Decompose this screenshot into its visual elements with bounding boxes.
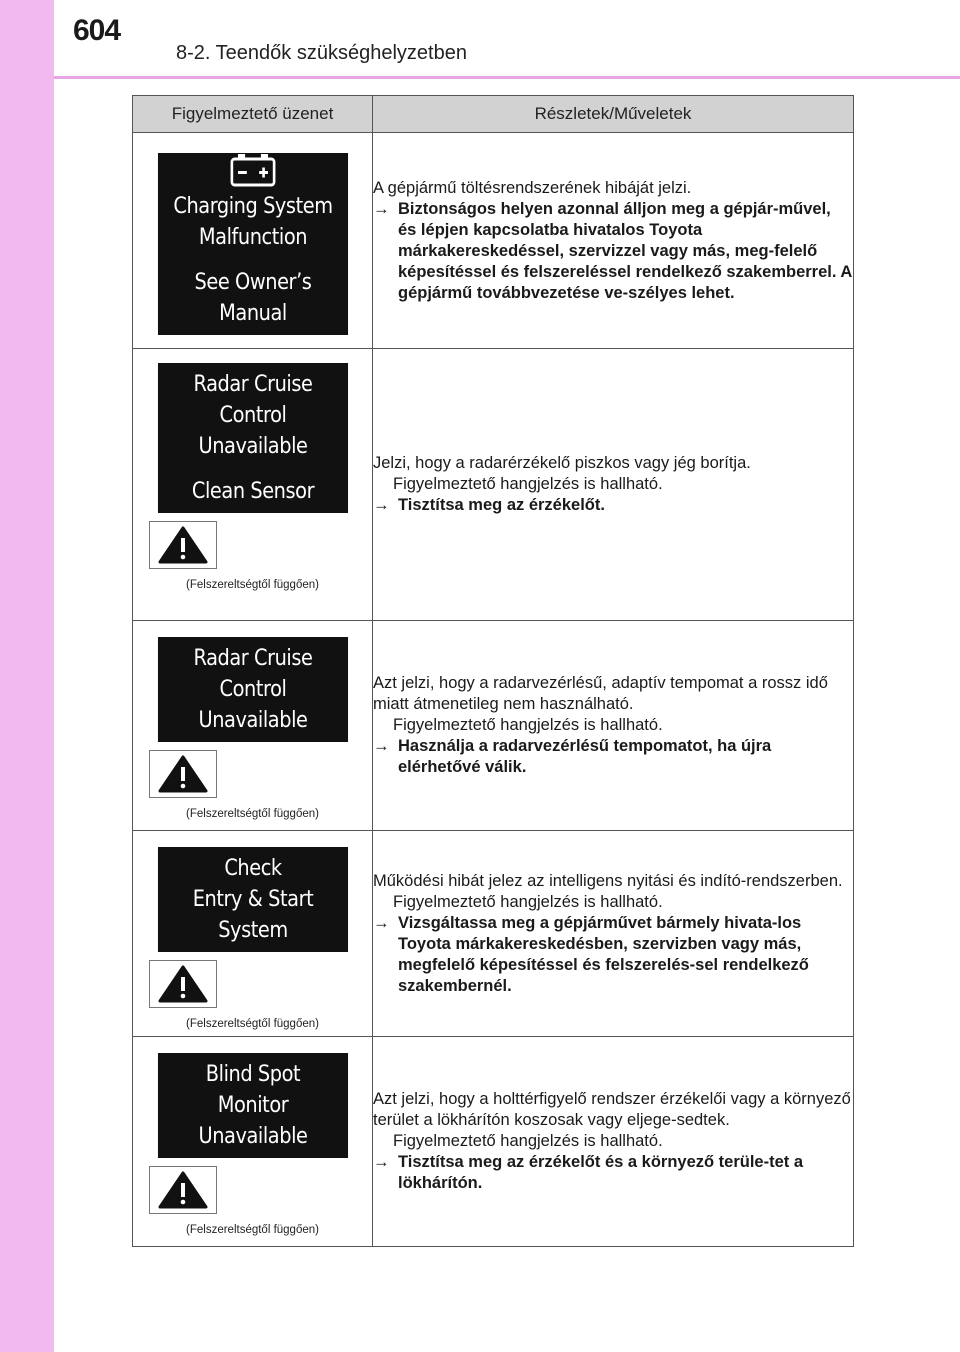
arrow-icon: → (373, 913, 390, 932)
table-row (133, 621, 854, 831)
equipment-note: (Felszereltségtől függően) (186, 1018, 319, 1030)
table-row (133, 831, 854, 1037)
action-instruction: Tisztítsa meg az érzékelőt és a környező terüle-tet a lökhárítón. (398, 1153, 804, 1192)
description-text: Működési hibát jelez az intelligens nyitási és indító-rendszerben. (373, 871, 843, 890)
message-cell (133, 133, 373, 349)
arrow-icon: → (373, 199, 390, 218)
display-screen (157, 847, 347, 952)
screen-text-line: Unavailable (197, 708, 307, 733)
action-text (373, 495, 853, 516)
display-screen (157, 637, 347, 742)
arrow-icon: → (373, 1153, 390, 1171)
screen-text-line: See Owner’s Manual (194, 270, 311, 326)
screen-text-line: Malfunction (198, 225, 307, 250)
arrow-icon: → (373, 496, 390, 514)
screen-text-line: Radar Cruise (192, 646, 312, 671)
arrow-icon: → (373, 737, 390, 755)
table-row (133, 1037, 854, 1247)
details-cell (373, 621, 854, 831)
description-text: Azt jelzi, hogy a radarvezérlésű, adaptív tempomat a rossz idő miatt átmenetileg nem használható. (373, 674, 828, 713)
screen-spacer (157, 462, 347, 476)
warning-icon (149, 521, 217, 569)
details-cell (373, 349, 854, 621)
action-instruction: Használja a radarvezérlésű tempomatot, ha újra elérhetővé válik. (398, 737, 772, 776)
screen-spacer (157, 253, 347, 267)
screen-text-line: Unavailable (197, 1124, 307, 1149)
action-instruction: Biztonságos helyen azonnal álljon meg a gépjár-művel, és lépjen kapcsolatba hivatalos Toyota márkakereskedéssel, szervizzel vagy más, meg-felelő képesítéssel és felszereléssel rendelkező szakemberrel. A gépjármű továbbvezetése ve-szélyes lehet. (398, 199, 852, 302)
message-cell (133, 621, 373, 831)
details-cell (373, 831, 854, 1037)
column-header-details: Részletek/Műveletek (373, 96, 854, 133)
display-screen (157, 363, 347, 513)
table-row (133, 349, 854, 621)
action-text (373, 1152, 853, 1194)
screen-text-line: Control (219, 403, 286, 428)
message-cell (133, 349, 373, 621)
equipment-note: (Felszereltségtől függően) (186, 579, 319, 591)
column-header-message: Figyelmeztető üzenet (133, 96, 373, 133)
display-screen (157, 153, 347, 335)
audible-signal-text: Figyelmeztető hangjelzés is hallható. (393, 716, 663, 734)
action-text (373, 913, 853, 997)
table-row (133, 133, 854, 349)
screen-text-line: Radar Cruise (192, 372, 312, 397)
screen-text-line: Clean Sensor (191, 479, 314, 504)
action-instruction: Tisztítsa meg az érzékelőt. (398, 496, 605, 514)
display-screen (157, 1053, 347, 1158)
audible-signal-text: Figyelmeztető hangjelzés is hallható. (393, 1132, 663, 1150)
equipment-note: (Felszereltségtől függően) (186, 808, 319, 820)
page-sidebar-band (0, 0, 54, 1352)
message-cell (133, 1037, 373, 1247)
screen-text-line: Control (219, 677, 286, 702)
page-header (54, 0, 960, 78)
audible-signal-text: Figyelmeztető hangjelzés is hallható. (393, 892, 663, 911)
warning-icon (149, 750, 217, 798)
description-text: Jelzi, hogy a radarérzékelő piszkos vagy jég borítja. (373, 454, 751, 472)
screen-text-line: Monitor (217, 1093, 288, 1118)
header-rule (54, 76, 960, 79)
page-number: 604 (73, 14, 121, 47)
screen-text-line: Check (223, 856, 282, 881)
screen-text-line: Blind Spot (205, 1062, 300, 1087)
message-cell (133, 831, 373, 1037)
description-text: Azt jelzi, hogy a holttérfigyelő rendszer érzékelői vagy a környező terület a lökhárítón koszosak vagy eljege-sedtek. (373, 1090, 851, 1129)
warning-icon (149, 1166, 217, 1214)
audible-signal-text: Figyelmeztető hangjelzés is hallható. (393, 475, 663, 493)
screen-text-line: Charging System (172, 194, 333, 219)
details-cell (373, 133, 854, 349)
section-title: 8-2. Teendők szükséghelyzetben (176, 42, 467, 64)
screen-text-line: Entry & Start System (192, 887, 313, 943)
equipment-note: (Felszereltségtől függően) (186, 1224, 319, 1236)
screen-text-line: Unavailable (197, 434, 307, 459)
details-cell (373, 1037, 854, 1247)
warning-icon (149, 960, 217, 1008)
action-text (373, 736, 853, 778)
description-text: A gépjármű töltésrendszerének hibáját jelzi. (373, 178, 692, 197)
action-instruction: Vizsgáltassa meg a gépjárművet bármely hivata-los Toyota márkakereskedésben, szervizben vagy más, megfelelő képesítéssel és felszerelés-sel rendelkező szakembernél. (398, 913, 809, 995)
battery-icon (230, 153, 276, 187)
action-text (373, 199, 853, 304)
warning-message-table (132, 95, 854, 1247)
